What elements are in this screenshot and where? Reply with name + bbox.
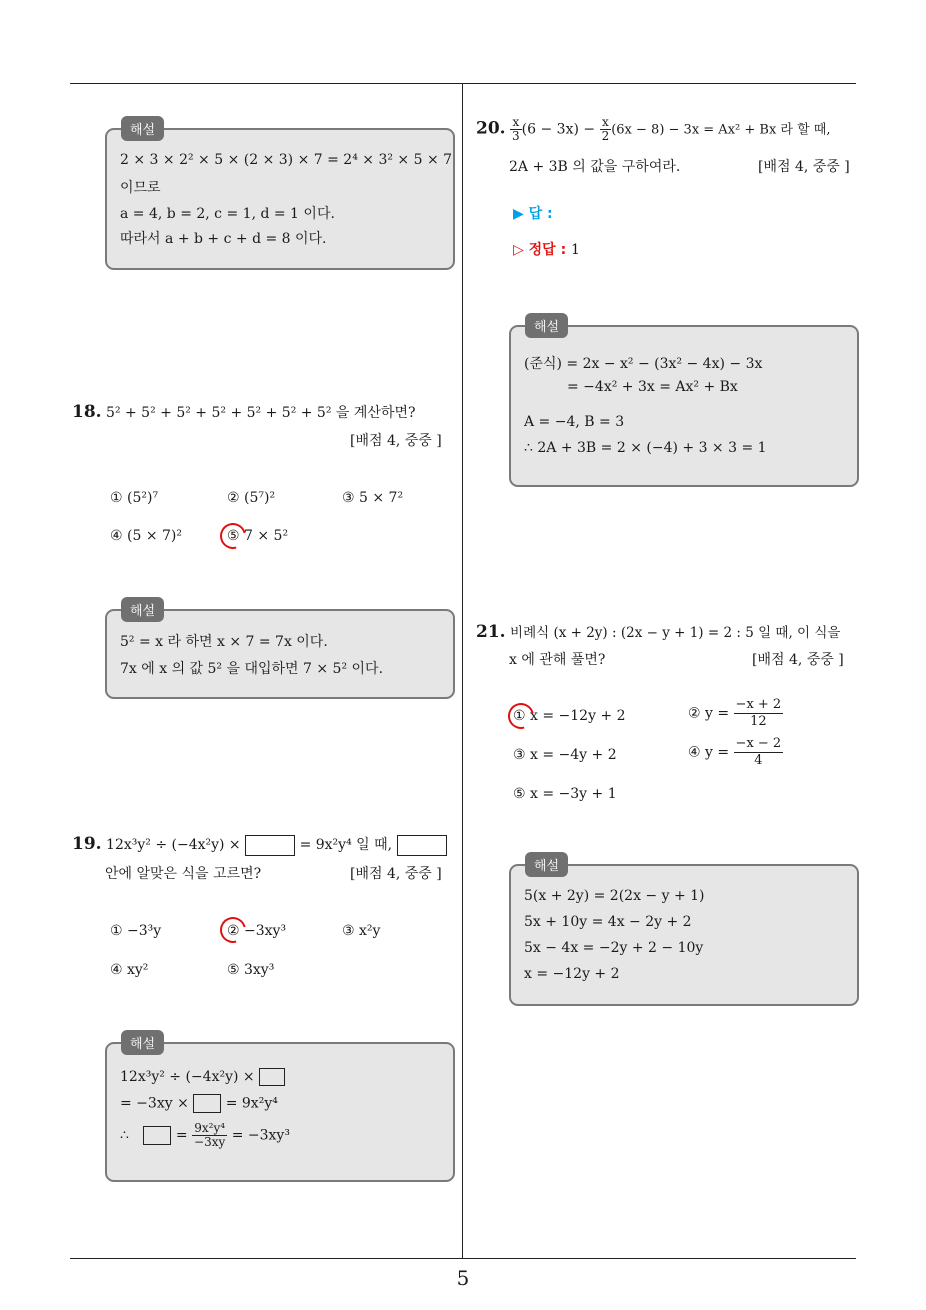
q18-number: 18.	[72, 402, 102, 422]
q18-choice-3[interactable]: ③ 5 × 7²	[342, 490, 404, 506]
q21-text-line2: x 에 관해 풀면?	[509, 652, 606, 668]
q18-choice-1[interactable]: ① (5²)⁷	[110, 490, 159, 506]
q18-choice-2[interactable]: ② (5⁷)²	[227, 490, 276, 506]
q20-explain-line: ∴ 2A + 3B = 2 × (−4) + 3 × 3 = 1	[524, 440, 767, 456]
q21-choice-1[interactable]: ① x = −12y + 2	[513, 708, 626, 724]
q20-correct-answer	[513, 239, 580, 259]
q21-explain-line: 5x − 4x = −2y + 2 − 10y	[524, 940, 704, 956]
q18-question	[72, 402, 415, 422]
q20-fraction-2	[600, 116, 612, 143]
q19-number: 19.	[72, 834, 102, 854]
q17-explain-line: 2 × 3 × 2² × 5 × (2 × 3) × 7 = 2⁴ × 3² × 5 × 7	[120, 152, 453, 168]
q21-choice-2[interactable]	[688, 697, 783, 730]
q19-explain-line-2	[120, 1094, 278, 1113]
q20-explain-line: = −4x² + 3x = Ax² + Bx	[567, 379, 738, 395]
q19-meta: [배점 4, 중중 ]	[350, 866, 442, 882]
correct-label: ▷ 정답 :	[513, 242, 567, 258]
q21-meta: [배점 4, 중중 ]	[752, 652, 844, 668]
q21-choice-4[interactable]	[688, 736, 783, 769]
q19-choice-2[interactable]: ② −3xy³	[227, 923, 287, 939]
therefore-symbol: ∴	[120, 1127, 129, 1144]
q20-text-part2: (6x − 8) − 3x = Ax² + Bx 라 할 때,	[611, 122, 831, 138]
blank-box	[193, 1094, 221, 1113]
q19-blank-box	[397, 835, 447, 856]
column-divider	[462, 84, 463, 1259]
q21-explain-line: 5(x + 2y) = 2(2x − y + 1)	[524, 888, 705, 904]
q18-explain-line: 5² = x 라 하면 x × 7 = 7x 이다.	[120, 634, 328, 650]
q19-explain-text: 12x³y² ÷ (−4x²y) ×	[120, 1069, 255, 1085]
q21-number: 21.	[476, 622, 506, 642]
q19-explain-fraction	[192, 1122, 227, 1149]
explanation-tag: 해설	[525, 852, 568, 877]
fraction-numerator: 9x²y⁴	[192, 1122, 227, 1136]
q20-fraction-1	[510, 116, 522, 143]
fraction-numerator: x	[510, 116, 522, 130]
explanation-tag: 해설	[121, 597, 164, 622]
q21-choice-5[interactable]: ⑤ x = −3y + 1	[513, 786, 617, 802]
q19-choice-3[interactable]: ③ x²y	[342, 923, 381, 939]
choice-prefix: ④ y =	[688, 744, 730, 761]
q20-number: 20.	[476, 118, 506, 139]
q19-explain-text: =	[175, 1127, 188, 1144]
q20-text-part1: (6 − 3x) −	[521, 121, 596, 138]
fraction-numerator: −x − 2	[735, 736, 782, 751]
q17-explain-line: 따라서 a + b + c + d = 8 이다.	[120, 231, 327, 247]
q18-choice-4[interactable]: ④ (5 × 7)²	[110, 528, 182, 544]
q19-explain-line-1	[120, 1068, 285, 1086]
fraction-denominator: 3	[512, 129, 520, 143]
top-rule	[70, 83, 856, 84]
q21-answer-mark	[503, 698, 539, 734]
q19-text-a: 12x³y² ÷ (−4x²y) ×	[106, 837, 241, 853]
explanation-tag: 해설	[525, 313, 568, 338]
q17-explain-line: a = 4, b = 2, c = 1, d = 1 이다.	[120, 206, 335, 222]
q18-choice-5[interactable]: ⑤ 7 × 5²	[227, 528, 289, 544]
q19-question	[72, 834, 447, 856]
q20-explain-line: (준식) = 2x − x² − (3x² − 4x) − 3x	[524, 356, 763, 372]
q20-question	[476, 116, 831, 143]
q19-explain-text: = −3xy ×	[120, 1095, 189, 1112]
q19-choice-5[interactable]: ⑤ 3xy³	[227, 962, 275, 978]
fraction-numerator: x	[600, 116, 612, 130]
fraction-denominator: 2	[601, 129, 610, 143]
q21-question	[476, 621, 840, 642]
q18-explain-line: 7x 에 x 의 값 5² 을 대입하면 7 × 5² 이다.	[120, 661, 384, 677]
q18-meta: [배점 4, 중중 ]	[350, 433, 442, 449]
explanation-tag: 해설	[121, 116, 164, 141]
explanation-tag: 해설	[121, 1030, 164, 1055]
blank-box	[259, 1068, 285, 1086]
q20-explain-line: A = −4, B = 3	[524, 414, 625, 430]
q19-text-line2: 안에 알맞은 식을 고르면?	[105, 866, 262, 882]
fraction-numerator: −x + 2	[735, 697, 782, 712]
q19-blank-box	[245, 835, 295, 856]
q17-explain-line: 이므로	[120, 180, 161, 196]
q21-explain-line: 5x + 10y = 4x − 2y + 2	[524, 914, 692, 930]
choice-prefix: ② y =	[688, 705, 730, 722]
fraction-denominator: −3xy	[194, 1135, 226, 1149]
q19-answer-mark	[215, 912, 251, 948]
q21-explanation-box	[509, 859, 859, 1006]
q21-choice-4-fraction	[734, 736, 784, 769]
fraction-denominator: 4	[754, 753, 763, 768]
q21-choice-2-fraction	[734, 697, 784, 730]
q19-explanation-box	[105, 1037, 455, 1182]
fraction-denominator: 12	[750, 714, 767, 729]
q19-choice-1[interactable]: ① −3³y	[110, 923, 162, 939]
q19-explain-line-3	[120, 1122, 290, 1149]
page-number: 5	[456, 1266, 470, 1290]
q19-explain-text: = −3xy³	[231, 1127, 290, 1144]
correct-value: 1	[571, 242, 580, 258]
q18-explanation-box	[105, 604, 455, 699]
q19-explain-text: = 9x²y⁴	[225, 1095, 278, 1112]
q21-choice-3[interactable]: ③ x = −4y + 2	[513, 747, 617, 763]
q20-meta: [배점 4, 중중 ]	[758, 159, 850, 175]
q19-choice-4[interactable]: ④ xy²	[110, 962, 149, 978]
q20-answer-input[interactable]: ▶ 답 :	[513, 206, 553, 222]
q20-explanation-box	[509, 320, 859, 487]
q18-text: 5² + 5² + 5² + 5² + 5² + 5² + 5² 을 계산하면?	[106, 405, 416, 421]
bottom-rule	[70, 1258, 856, 1259]
q20-text-line2: 2A + 3B 의 값을 구하여라.	[509, 159, 681, 175]
q19-text-b: = 9x²y⁴ 일 때,	[299, 837, 393, 853]
q21-explain-line: x = −12y + 2	[524, 966, 620, 982]
q17-explanation-box	[105, 123, 455, 270]
q18-answer-mark	[215, 518, 251, 554]
blank-box	[143, 1126, 171, 1145]
q21-text: 비례식 (x + 2y) : (2x − y + 1) = 2 : 5 일 때, 이 식을	[510, 625, 841, 641]
